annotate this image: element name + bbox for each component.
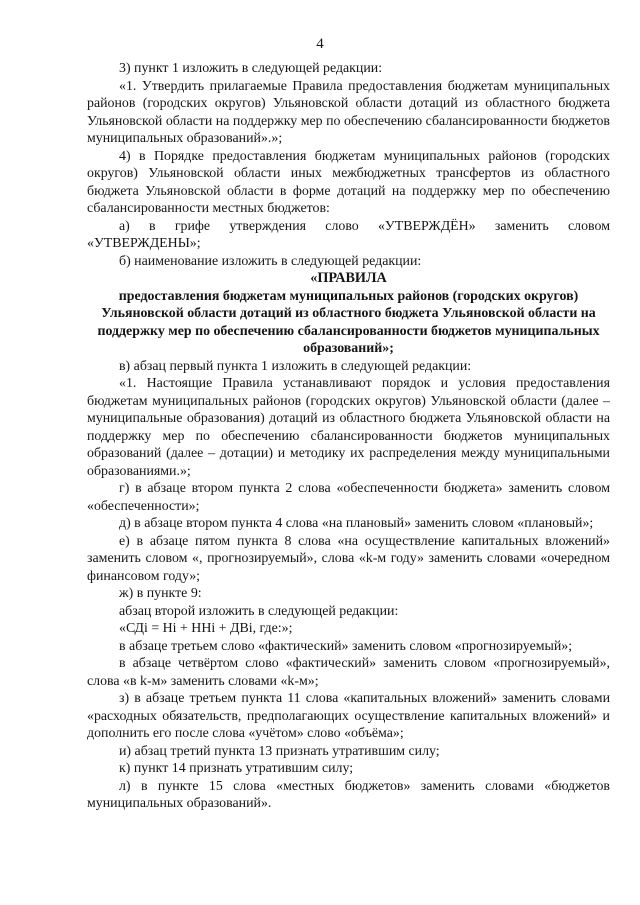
paragraph: абзац второй изложить в следующей редакции: <box>119 603 399 619</box>
paragraph: л) в пункте 15 слова «местных бюджетов» заменить словами «бюджетов муниципальных образований». <box>87 778 610 811</box>
paragraph: «1. Настоящие Правила устанавливают порядок и условия предоставления бюджетам муниципальных районов (городских округов) Ульяновской области (далее – муниципальные образования) дотаций из областного бюджета Ульяновской области на поддержку мер по обеспечению сбалансированности бюджетов муниципальных образований (далее – дотации) и методику их распределения между муниципальными образованиями.»; <box>87 376 610 479</box>
paragraph: д) в абзаце втором пункта 4 слова «на плановый» заменить словом «плановый»; <box>119 516 594 531</box>
section-title: «ПРАВИЛА <box>310 270 387 286</box>
paragraph: в абзаце четвёртом слово «фактический» заменить словом «прогнозируемый», слова «в k-м» заменить словами «k-м»; <box>87 656 610 689</box>
document-body <box>87 60 610 813</box>
paragraph: г) в абзаце втором пункта 2 слова «обеспеченности бюджета» заменить словом «обеспеченности»; <box>87 481 610 514</box>
paragraph: в) абзац первый пункта 1 изложить в следующей редакции: <box>119 358 472 374</box>
paragraph: е) в абзаце пятом пункта 8 слова «на осуществление капитальных вложений» заменить словом «, прогнозируемый», слова «k-м году» заменить словами «очередном финансовом году»; <box>87 533 610 584</box>
paragraph: ж) в пункте 9: <box>119 586 202 601</box>
formula-paragraph: «СДi = Hi + HHi + ДВi, где:»; <box>119 621 293 636</box>
paragraph: и) абзац третий пункта 13 признать утратившим силу; <box>119 743 440 759</box>
paragraph: 4) в Порядке предоставления бюджетам муниципальных районов (городских округов) Ульяновской области иных межбюджетных трансфертов из областного бюджета Ульяновской области в форме дотаций на поддержку мер по обеспечению сбалансированности местных бюджетов: <box>87 148 610 216</box>
paragraph: в абзаце третьем слово «фактический» заменить словом «прогнозируемый»; <box>119 638 573 654</box>
paragraph: а) в грифе утверждения слово «УТВЕРЖДЁН» заменить словом «УТВЕРЖДЕНЫ»; <box>87 218 610 251</box>
section-subtitle: предоставления бюджетам муниципальных районов (городских округов) Ульяновской области дотаций из областного бюджета Ульяновской области на поддержку мер по обеспечению сбалансированности бюджетов муниципальных образований»; <box>97 288 600 356</box>
paragraph: з) в абзаце третьем пункта 11 слова «капитальных вложений» заменить словами «расходных обязательств, предполагающих осуществление капитальных вложений» и дополнить его после слова «учётом» слово «объёма»; <box>87 691 610 741</box>
paragraph: б) наименование изложить в следующей редакции: <box>119 253 422 269</box>
paragraph: «1. Утвердить прилагаемые Правила предоставления бюджетам муниципальных районов (городских округов) Ульяновской области дотаций из областного бюджета Ульяновской области на поддержку мер по обеспечению сбалансированности бюджетов муниципальных образований».»; <box>87 78 610 146</box>
paragraph: к) пункт 14 признать утратившим силу; <box>119 761 354 776</box>
page-number: 4 <box>316 36 324 52</box>
paragraph: 3) пункт 1 изложить в следующей редакции: <box>119 61 383 76</box>
